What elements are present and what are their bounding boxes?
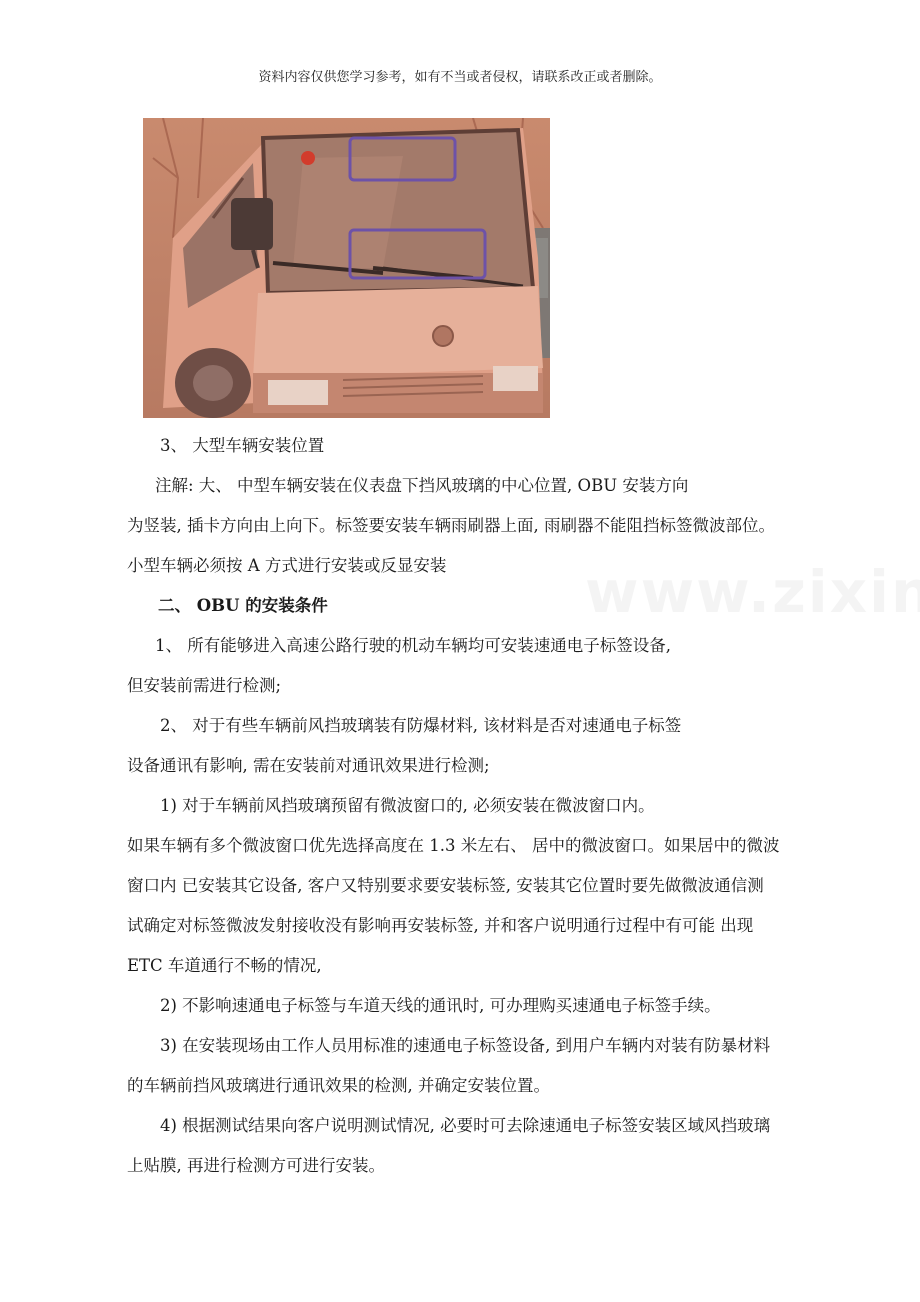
paragraph-line: 的车辆前挡风玻璃进行通讯效果的检测, 并确定安装位置。 [127,1076,550,1095]
list-item: 3) 在安装现场由工作人员用标准的速通电子标签设备, 到用户车辆内对装有防暴材料 [160,1036,771,1055]
section-heading: 二、 OBU 的安装条件 [158,596,328,615]
paragraph-line: 为竖装, 插卡方向由上向下。标签要安装车辆雨刷器上面, 雨刷器不能阻挡标签微波部位。 [127,516,775,535]
list-item: 2) 不影响速通电子标签与车道天线的通讯时, 可办理购买速通电子标签手续。 [160,996,721,1015]
paragraph-line: 试确定对标签微波发射接收没有影响再安装标签, 并和客户说明通行过程中有可能 出现 [127,916,754,935]
section-3-title: 3、 大型车辆安装位置 [160,436,325,455]
list-item: 4) 根据测试结果向客户说明测试情况, 必要时可去除速通电子标签安装区域风挡玻璃 [160,1116,771,1135]
note-line: 注解: 大、 中型车辆安装在仪表盘下挡风玻璃的中心位置, OBU 安装方向 [155,476,689,495]
paragraph-line: 小型车辆必须按 A 方式进行安装或反显安装 [127,556,447,575]
paragraph-line: 但安装前需进行检测; [127,676,282,695]
van-photo-illustration [143,118,550,418]
document-header: 资料内容仅供您学习参考，如有不当或者侵权，请联系改正或者删除。 [258,70,662,85]
list-item: 1) 对于车辆前风挡玻璃预留有微波窗口的, 必须安装在微波窗口内。 [160,796,655,815]
paragraph-line: ETC 车道通行不畅的情况, [127,956,322,975]
paragraph-line: 上贴膜, 再进行检测方可进行安装。 [127,1156,385,1175]
list-item: 2、 对于有些车辆前风挡玻璃装有防爆材料, 该材料是否对速通电子标签 [160,716,682,735]
paragraph-line: 如果车辆有多个微波窗口优先选择高度在 1.3 米左右、 居中的微波窗口。如果居中的微波 [127,836,780,855]
paragraph-line: 窗口内 已安装其它设备, 客户又特别要求要安装标签, 安装其它位置时要先做微波通信测 [127,876,764,895]
list-item: 1、 所有能够进入高速公路行驶的机动车辆均可安装速通电子标签设备, [155,636,671,655]
paragraph-line: 设备通讯有影响, 需在安装前对通讯效果进行检测; [127,756,490,775]
van-windshield-photo [143,118,550,418]
watermark [585,558,920,626]
